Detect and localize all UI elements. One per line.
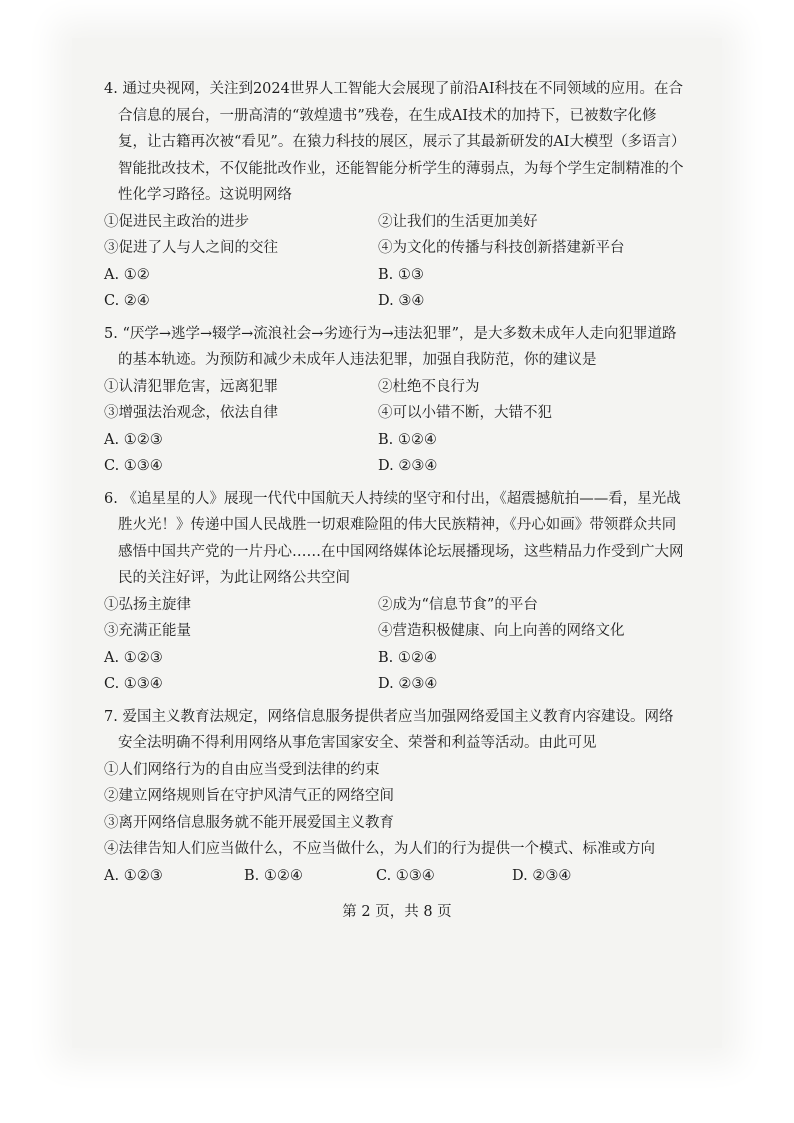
choice-a: A. ①②③ — [104, 431, 163, 448]
answer-choices — [104, 645, 684, 698]
answer-choices — [104, 262, 684, 315]
statement-3: ③离开网络信息服务就不能开展爱国主义教育 — [104, 814, 394, 831]
statement-options — [104, 592, 684, 645]
choice-a: A. ①②③ — [104, 867, 163, 884]
statement-3: ③增强法治观念，依法自律 — [104, 405, 278, 421]
statement-options — [104, 209, 684, 262]
question-5 — [104, 321, 684, 480]
choice-d: D. ②③④ — [512, 867, 572, 884]
question-7 — [104, 704, 684, 890]
choice-c: C. ②④ — [104, 293, 150, 309]
choice-a: A. ①② — [104, 266, 150, 283]
question-stem: 7. 爱国主义教育法规定，网络信息服务提供者应当加强网络爱国主义教育内容建设。网络安全法明确不得利用网络从事危害国家安全、荣誉和利益等活动。由此可见 — [104, 708, 674, 751]
answer-choices — [104, 427, 684, 480]
statement-1: ①认清犯罪危害，远离犯罪 — [104, 378, 278, 395]
answer-choices — [104, 863, 684, 890]
statement-2: ②成为“信息节食”的平台 — [378, 596, 538, 613]
statement-4: ④营造积极健康、向上向善的网络文化 — [378, 623, 625, 639]
statement-options — [104, 374, 684, 427]
statement-1: ①弘扬主旋律 — [104, 596, 191, 613]
statement-3: ③充满正能量 — [104, 623, 191, 639]
choice-c: C. ①③④ — [104, 676, 163, 692]
statement-4: ④法律告知人们应当做什么，不应当做什么，为人们的行为提供一个模式、标准或方向 — [104, 841, 655, 857]
statement-2: ②杜绝不良行为 — [378, 378, 480, 395]
question-6 — [104, 486, 684, 698]
page-number: 第 2 页，共 8 页 — [342, 904, 452, 920]
question-stem: 6. 《追星星的人》展现一代代中国航天人持续的坚守和付出，《超震撼航拍——看，星光战胜火光！》传递中国人民战胜一切艰难险阻的伟大民族精神，《丹心如画》带领群众共同感悟中国共产党的一片丹心……在中国网络媒体论坛展播现场，这些精品力作受到广大网民的关注好评，为此让网络公共空间 — [104, 490, 684, 586]
choice-a: A. ①②③ — [104, 649, 163, 666]
choice-d: D. ②③④ — [378, 676, 438, 692]
statement-2: ②让我们的生活更加美好 — [378, 213, 538, 230]
statement-1: ①人们网络行为的自由应当受到法律的约束 — [104, 761, 380, 778]
choice-b: B. ①②④ — [378, 431, 437, 448]
question-stem: 5. “厌学→逃学→辍学→流浪社会→劣迹行为→违法犯罪”，是大多数未成年人走向犯罪道路的基本轨迹。为预防和减少未成年人违法犯罪，加强自我防范，你的建议是 — [104, 325, 677, 368]
statement-4: ④为文化的传播与科技创新搭建新平台 — [378, 240, 625, 256]
choice-b: B. ①③ — [378, 266, 424, 283]
statement-2: ②建立网络规则旨在守护风清气正的网络空间 — [104, 788, 394, 804]
question-stem: 4. 通过央视网，关注到2024世界人工智能大会展现了前沿AI科技在不同领域的应用。在合合信息的展台，一册高清的“敦煌遗书”残卷，在生成AI技术的加持下，已被数字化修复，让古籍再次被“看见”。在猿力科技的展区，展示了其最新研发的AI大模型（多语言）智能批改技术，不仅能批改作业，还能智能分析学生的薄弱点，为每个学生定制精准的个性化学习路径。这说明网络 — [104, 81, 684, 203]
question-4 — [104, 76, 684, 315]
statement-options — [104, 757, 684, 863]
choice-d: D. ③④ — [378, 293, 425, 309]
statement-3: ③促进了人与人之间的交往 — [104, 240, 278, 256]
choice-b: B. ①②④ — [244, 867, 303, 884]
exam-content — [104, 76, 684, 895]
choice-c: C. ①③④ — [376, 867, 435, 884]
statement-4: ④可以小错不断，大错不犯 — [378, 405, 552, 421]
statement-1: ①促进民主政治的进步 — [104, 213, 249, 230]
choice-c: C. ①③④ — [104, 458, 163, 474]
choice-d: D. ②③④ — [378, 458, 438, 474]
choice-b: B. ①②④ — [378, 649, 437, 666]
